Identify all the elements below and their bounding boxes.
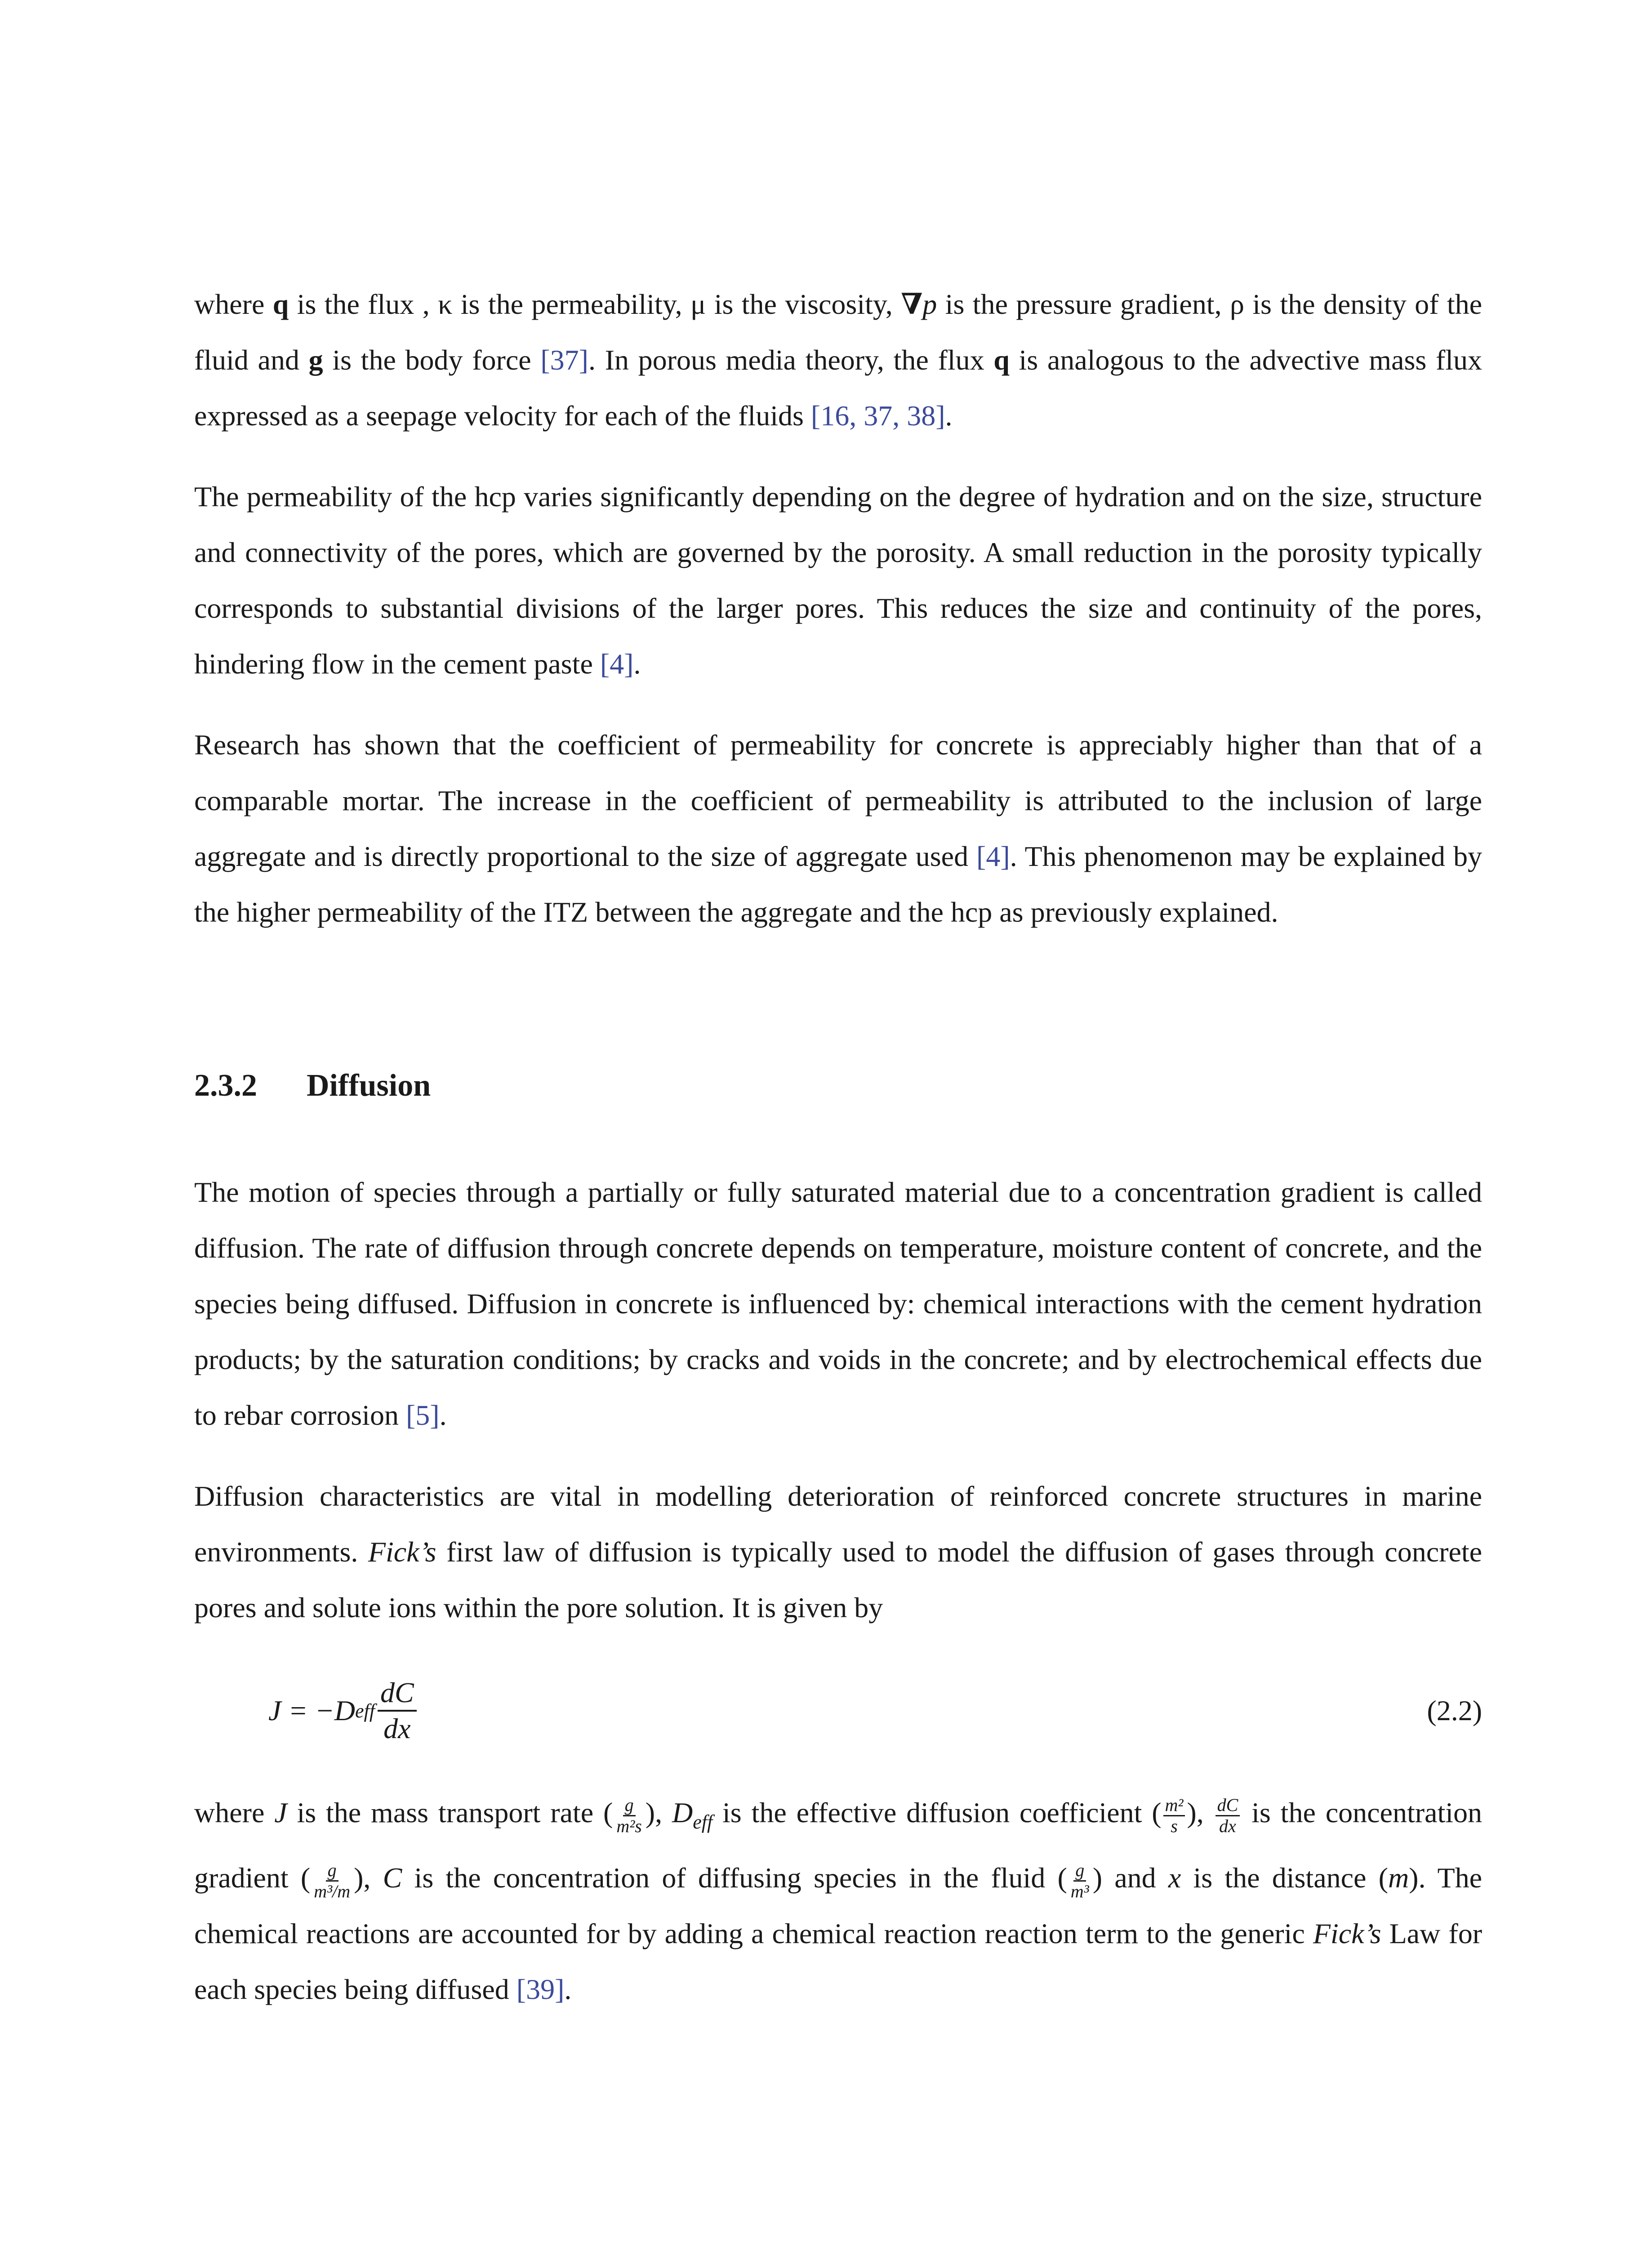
body-text-middle xyxy=(194,1164,1482,1661)
paragraph-hcp-permeability: The permeability of the hcp varies significantly depending on the degree of hydration and on the size, structure and connectivity of the pores, which are governed by the porosity. A small reduction in the porosity typically corresponds to substantial divisions of the larger pores. This reduces the size and continuity of the pores, hindering flow in the cement paste [4]. xyxy=(194,481,1482,680)
paragraph-diffusion-definition: The motion of species through a partially or fully saturated material due to a concentration gradient is called diffusion. The rate of diffusion through concrete depends on temperature, moisture content of concrete, and the species being diffused. Diffusion in concrete is influenced by: chemical interactions with the cement hydration products; by the saturation conditions; by cracks and voids in the concrete; and by electrochemical effects due to rebar corrosion [5]. xyxy=(194,1176,1482,1431)
equation-body: J = −D eff $\frac{dC}{dx}$ xyxy=(268,1673,419,1749)
equation-label: (2.2) xyxy=(1427,1695,1482,1726)
citation-link[interactable]: [4] xyxy=(600,648,634,680)
paragraph-flux-definitions: where q is the flux , κ is the permeability, μ is the viscosity, ∇p is the pressure gradient, ρ is the density of the fluid and g is the body force [37]. In porous media theory, the flux q is analogous to the advective mass flux expressed as a seepage velocity for each of the fluids [16, 37, 38]. xyxy=(194,288,1483,432)
paragraph-ficks-law-intro: Diffusion characteristics are vital in modelling deterioration of reinforced concrete structures in marine environments. Fick’s first law of diffusion is typically used to model the diffusion of gases through concrete pores and solute ions within the pore solution. It is given by xyxy=(194,1480,1483,1624)
equation-2-2 xyxy=(194,1673,1482,1749)
paragraph-variable-definitions: where J is the mass transport rate ( $\frac{g}{\text{m²s}}$ ), $D_{eff}$ is the effective diffusion coefficient ( $\frac{\text{m²}}{s}$ ), $\frac{dC}{dx}$ is the concentration gradient ( $\frac{g}{\text{m³/m}}$ ), C is the concentration of diffusing species in the fluid ( $\frac{g}{\text{m³}}$ ) and x is the distance (m). The chemical reactions are accounted for by adding a chemical reaction reaction term to the generic Fick’s Law for each species being diffused [39]. xyxy=(194,1794,1483,2005)
citation-link[interactable]: [37] xyxy=(540,344,588,376)
section-number: 2.3.2 xyxy=(194,1068,257,1103)
citation-link[interactable]: [39] xyxy=(516,1973,565,2005)
citation-link[interactable]: [16, 37, 38] xyxy=(810,400,945,432)
citation-link[interactable]: [5] xyxy=(405,1399,440,1431)
paragraph-concrete-permeability: Research has shown that the coefficient of permeability for concrete is appreciably higher than that of a comparable mortar. The increase in the coefficient of permeability is attributed to the inclusion of large aggregate and is directly proportional to the size of aggregate used [4]. This phenomenon may be explained by the higher permeability of the ITZ between the aggregate and the hcp as previously explained. xyxy=(194,729,1483,928)
section-title: Diffusion xyxy=(307,1068,431,1103)
citation-link[interactable]: [4] xyxy=(976,840,1010,872)
equation-fraction: $\frac{dC}{dx}$ xyxy=(378,1676,417,1746)
body-text-lower xyxy=(194,1785,1482,2043)
section-heading xyxy=(194,1068,431,1104)
body-text-upper xyxy=(194,277,1482,965)
